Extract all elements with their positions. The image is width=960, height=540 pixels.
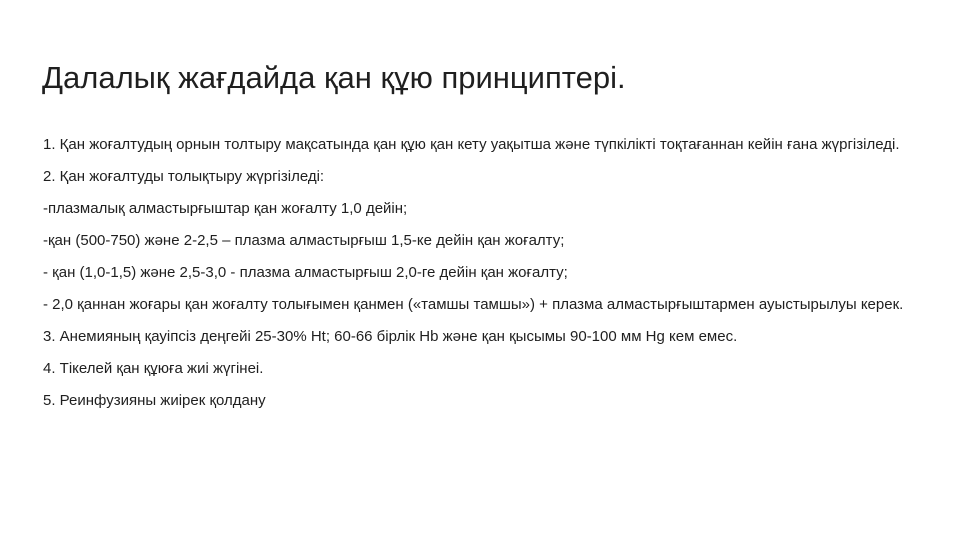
paragraph-1: 1. Қан жоғалтудың орнын толтыру мақсатында қан құю қан кету уақытша және түпкілікті тоқтағаннан кейін ғана жүргізіледі. bbox=[43, 136, 900, 153]
paragraph-3: 3. Анемияның қауіпсіз деңгейі 25-30% Ht; 60-66 бірлік Hb және қан қысымы 90-100 мм Hg кем емес. bbox=[43, 328, 738, 345]
slide-title: Далалық жағдайда қан құю принциптері. bbox=[42, 60, 626, 95]
paragraph-2-item-d: - 2,0 қаннан жоғары қан жоғалту толығымен қанмен («тамшы тамшы») + плазма алмастырғыштармен ауыстырылуы керек. bbox=[43, 296, 904, 313]
paragraph-2-item-a: -плазмалық алмастырғыштар қан жоғалту 1,0 дейін; bbox=[43, 200, 408, 217]
slide-body bbox=[43, 134, 923, 422]
paragraph-2-item-c: - қан (1,0-1,5) және 2,5-3,0 - плазма алмастырғыш 2,0-ге дейін қан жоғалту; bbox=[43, 264, 568, 281]
paragraph-5: 5. Реинфузияны жиірек қолдану bbox=[43, 392, 266, 409]
paragraph-2-item-b: -қан (500-750) және 2-2,5 – плазма алмастырғыш 1,5-ке дейін қан жоғалту; bbox=[43, 232, 565, 249]
paragraph-2: 2. Қан жоғалтуды толықтыру жүргізіледі: bbox=[43, 168, 325, 185]
paragraph-4: 4. Тікелей қан құюға жиі жүгінеі. bbox=[43, 360, 264, 377]
